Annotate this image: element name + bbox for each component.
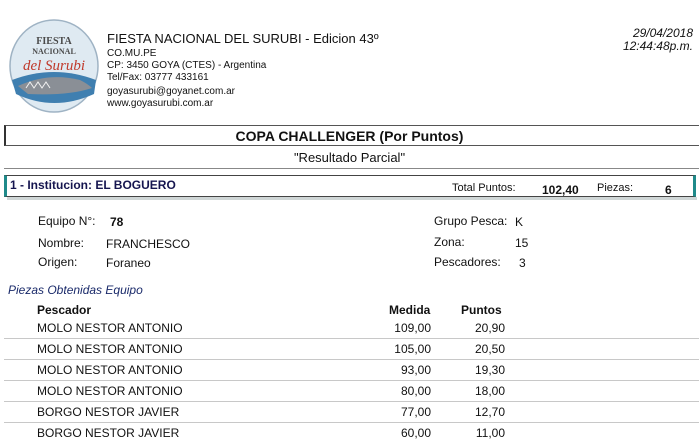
org-website: www.goyasurubi.com.ar <box>107 98 214 109</box>
org-short-name: CO.MU.PE <box>107 48 157 59</box>
nombre-label: Nombre: <box>38 236 85 250</box>
svg-text:FIESTA: FIESTA <box>36 36 72 47</box>
table-row <box>4 318 699 339</box>
institution-bar-shadow <box>7 197 697 200</box>
row-medida: 105,00 <box>394 342 431 356</box>
report-date: 29/04/2018 <box>632 26 693 40</box>
row-pescador: BORGO NESTOR JAVIER <box>37 426 180 440</box>
row-medida: 60,00 <box>400 426 431 440</box>
equipo-label: Equipo N°: <box>38 214 96 228</box>
total-points-label: Total Puntos: <box>452 182 516 194</box>
org-address: CP: 3450 GOYA (CTES) - Argentina <box>107 60 267 71</box>
org-email: goyasurubi@goyanet.com.ar <box>107 86 235 97</box>
row-medida: 93,00 <box>400 363 431 377</box>
svg-text:del Surubi: del Surubi <box>22 58 86 74</box>
column-header-puntos: Puntos <box>461 303 502 317</box>
origen-value: Foraneo <box>106 256 151 270</box>
equipo-value: 78 <box>110 215 124 229</box>
row-pescador: MOLO NESTOR ANTONIO <box>37 342 183 356</box>
divider <box>4 168 699 169</box>
row-pescador: MOLO NESTOR ANTONIO <box>37 321 183 335</box>
pieces-count-value: 6 <box>665 183 672 197</box>
column-header-pescador: Pescador <box>37 303 92 317</box>
zona-value: 15 <box>515 236 529 250</box>
surubi-logo <box>8 14 100 114</box>
row-puntos: 19,30 <box>474 363 505 377</box>
table-row <box>4 339 699 360</box>
row-puntos: 12,70 <box>474 405 505 419</box>
row-puntos: 20,90 <box>474 321 505 335</box>
column-header-medida: Medida <box>389 303 431 317</box>
row-pescador: MOLO NESTOR ANTONIO <box>37 384 183 398</box>
report-datetime <box>623 27 693 53</box>
table-row <box>4 402 699 423</box>
table-row <box>4 381 699 402</box>
grupo-pesca-value: K <box>515 215 524 229</box>
total-points-value: 102,40 <box>542 183 579 197</box>
org-title: FIESTA NACIONAL DEL SURUBI - Edicion 43º <box>107 31 379 46</box>
row-puntos: 11,00 <box>475 426 505 440</box>
row-medida: 80,00 <box>400 384 431 398</box>
row-puntos: 20,50 <box>474 342 505 356</box>
org-phone: Tel/Fax: 03777 433161 <box>107 72 209 83</box>
row-medida: 109,00 <box>394 321 431 335</box>
report-title: COPA CHALLENGER (Por Puntos) <box>235 128 464 144</box>
report-time: 12:44:48p.m. <box>622 39 693 53</box>
table-row <box>4 423 699 444</box>
pescadores-label: Pescadores: <box>434 255 501 269</box>
table-row <box>4 360 699 381</box>
row-medida: 77,00 <box>400 405 431 419</box>
grupo-pesca-label: Grupo Pesca: <box>434 214 508 228</box>
svg-text:NACIONAL: NACIONAL <box>32 47 76 56</box>
row-pescador: MOLO NESTOR ANTONIO <box>37 363 183 377</box>
pieces-count-label: Piezas: <box>597 182 634 194</box>
pieces-section-title: Piezas Obtenidas Equipo <box>8 283 143 297</box>
row-puntos: 18,00 <box>474 384 505 398</box>
origen-label: Origen: <box>38 255 78 269</box>
nombre-value: FRANCHESCO <box>106 237 191 251</box>
row-pescador: BORGO NESTOR JAVIER <box>37 405 180 419</box>
zona-label: Zona: <box>434 235 465 249</box>
institution-label: 1 - Institucion: EL BOGUERO <box>10 178 176 192</box>
pescadores-value: 3 <box>519 256 526 270</box>
report-subtitle: "Resultado Parcial" <box>293 150 406 165</box>
